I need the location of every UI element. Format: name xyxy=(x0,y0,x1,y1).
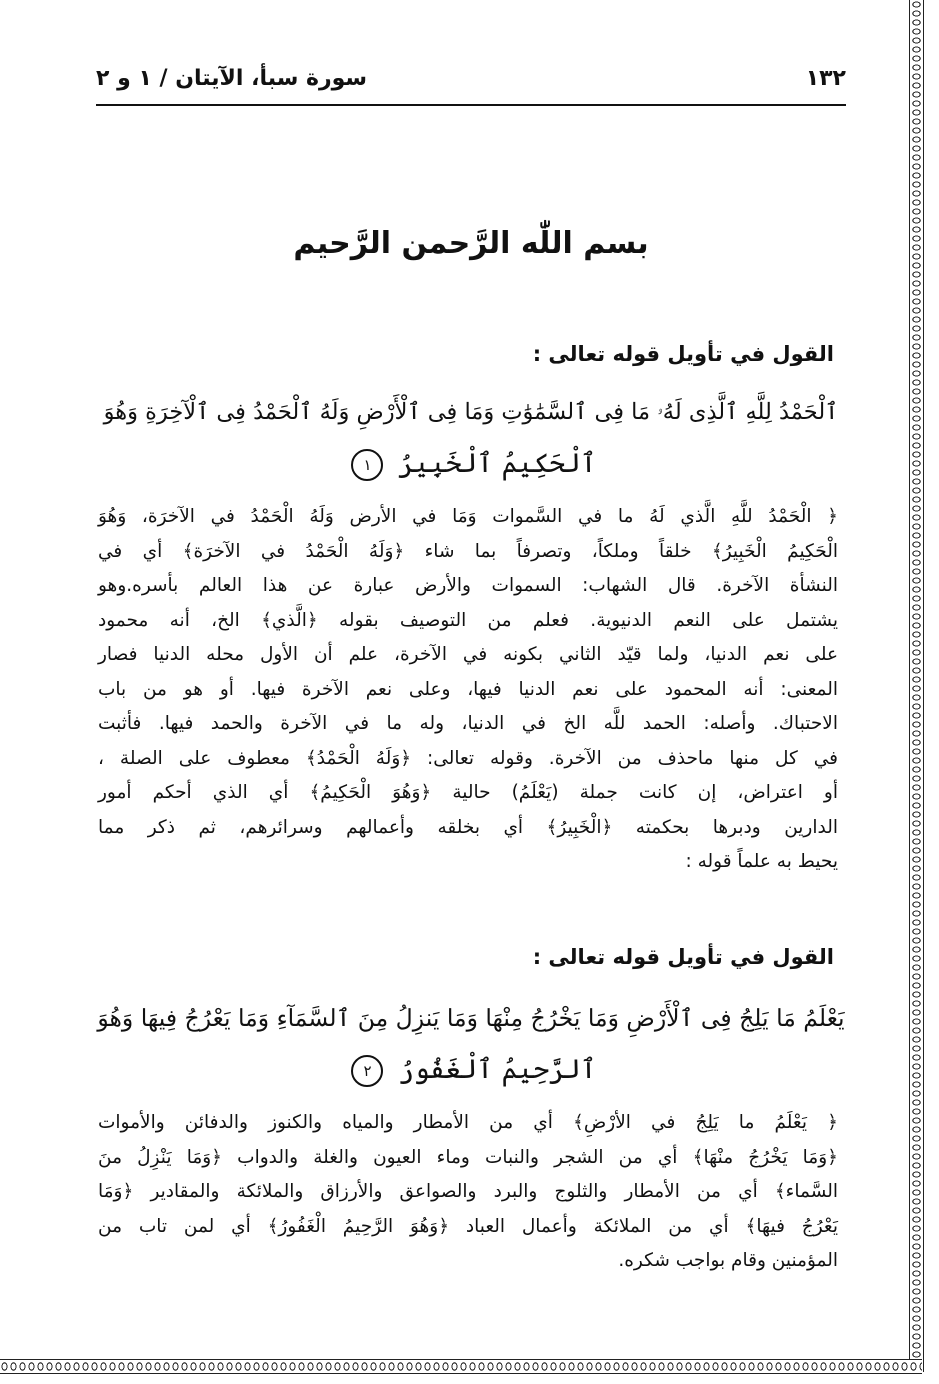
commentary-line: يشتمل على النعم الدنيوية. فعلم من التوصيف بقوله ﴿الَّذي﴾ الخ، أنه محمود xyxy=(98,609,838,631)
section-heading-2: القول في تأويل قوله تعالى : xyxy=(532,945,834,969)
verse-line-text: ٱلرَّحِيمُ ٱلْغَفُورُ xyxy=(398,1054,597,1085)
commentary-1 xyxy=(98,500,838,880)
page-number: ١٣٢ xyxy=(805,66,846,91)
header-rule xyxy=(96,104,846,106)
ornamental-border-right xyxy=(909,0,924,1372)
ayah-number-marker: ١ xyxy=(351,449,383,481)
commentary-line: في كل منها ماحذف من الآخرة. وقوله تعالى: ﴿وَلَهُ الْحَمْدُ﴾ معطوف على الصلة ، xyxy=(98,747,838,769)
quran-verse-2 xyxy=(96,992,846,1096)
verse-line: ٱلْحَمْدُ لِلَّهِ ٱلَّذِى لَهُۥ مَا فِى ٱلسَّمَٰوَٰتِ وَمَا فِى ٱلْأَرْضِ وَلَهُ ٱلْحَمْدُ فِى ٱلْآخِرَةِ وَهُوَ xyxy=(103,399,839,425)
commentary-line: يَعْرُجُ فيهَا﴾ أي من الملائكة وأعمال العباد ﴿وَهُوَ الرَّحِيمُ الْغَفُورُ﴾ أي لمن تاب من xyxy=(98,1215,838,1237)
ayah-number-marker: ٢ xyxy=(351,1055,383,1087)
commentary-line: الدارين ودبرها بحكمته ﴿الْخَبِيرُ﴾ أي بخلقه وأعمالهم وسرائرهم، ثم ذكر مما xyxy=(98,816,838,838)
commentary-line: الاحتباك. وأصله: الحمد للَّه الخ في الدنيا، وله ما في الآخرة والحمد فيها. فأثبت xyxy=(98,713,838,734)
verse-line xyxy=(96,438,846,490)
commentary-line: يحيط به علماً قوله : xyxy=(685,851,838,872)
commentary-line: المعنى: أنه المحمود على نعم الدنيا فيها، وعلى نعم الآخرة فيها. أو هو من باب xyxy=(98,678,838,700)
commentary-line: أو اعتراض، إن كانت جملة (يَعْلَمُ) حالية ﴿وَهُوَ الْحَكِيمُ﴾ أي الذي أحكم أمور xyxy=(98,782,838,803)
commentary-line: ﴿وَمَا يَخْرُجُ منْهَا﴾ أي من الشجر والنبات وماء العيون والغلة والدواب ﴿وَمَا يَنْزِلُ منَ xyxy=(98,1146,838,1168)
commentary-2 xyxy=(98,1106,838,1279)
commentary-line: المؤمنين وقام بواجب شكره. xyxy=(618,1250,838,1271)
running-header xyxy=(96,62,846,102)
commentary-line: ﴿ الْحَمْدُ للَّهِ الَّذي لَهُ ما في السَّموات وَمَا في الأرض وَلَهُ الْحَمْدُ في الآخرَة، وَهُوَ xyxy=(98,506,838,527)
commentary-line: السَّماء﴾ أي من الأمطار والثلوج والبرد والصواعق والأرزاق والملائكة والمقادير ﴿وَمَا xyxy=(98,1181,838,1202)
basmala: بسم اللّٰه الرَّحمن الرَّحيم xyxy=(293,226,649,261)
quran-verse-1 xyxy=(96,386,846,490)
commentary-line: الْحَكِيمُ الْخَبِيرُ﴾ خلقاً وملكاً، وتصرفاً بما شاء ﴿وَلَهُ الْحَمْدُ في الآخرَة﴾ أي في xyxy=(98,540,838,562)
verse-line: يَعْلَمُ مَا يَلِجُ فِى ٱلْأَرْضِ وَمَا يَخْرُجُ مِنْهَا وَمَا يَنزِلُ مِنَ ٱلسَّمَآءِ وَمَا يَعْرُجُ فِيهَا وَهُوَ xyxy=(97,1004,845,1032)
verse-line xyxy=(96,1044,846,1096)
section-heading-1: القول في تأويل قوله تعالى : xyxy=(532,342,834,366)
verse-line-text: ٱلْحَكِيمُ ٱلْخَبِيرُ xyxy=(398,448,597,479)
commentary-line: النشأة الآخرة. قال الشهاب: السموات والأرض عبارة عن هذا العالم بأسره.وهو xyxy=(98,575,838,596)
commentary-line: على نعم الدنيا، ولما قيّد الثاني بكونه في الآخرة، علم أن الأول محله الدنيا فصار xyxy=(98,644,838,665)
ornamental-border-bottom xyxy=(0,1359,922,1374)
commentary-line: ﴿ يَعْلَمُ ما يَلِجُ في الأرْضِ﴾ أي من الأمطار والمياه والكنوز والدفائن والأموات xyxy=(98,1112,838,1133)
section-title: سورة سبأ، الآيتان / ١ و ٢ xyxy=(96,66,368,91)
